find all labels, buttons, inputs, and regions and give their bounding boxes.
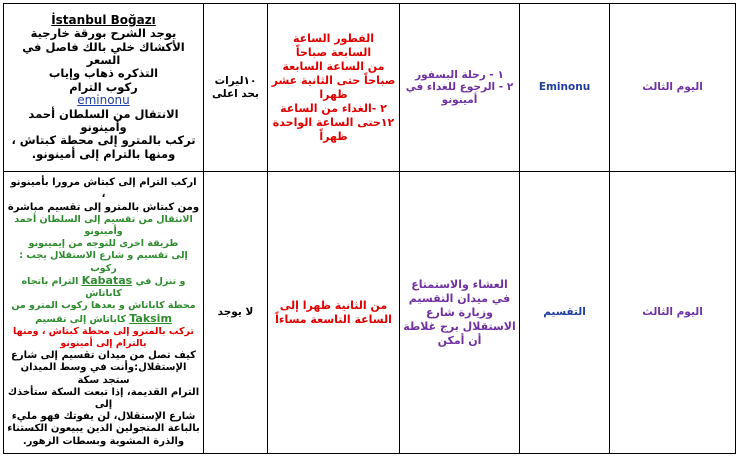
notes-line: الأكشاك خلي بالك فاصل في السعر: [22, 39, 185, 67]
notes-line: تركب بالمترو إلى محطة كبتاش ،: [11, 133, 196, 148]
cost-cell: لا يوجد: [204, 172, 268, 454]
notes-line: [7, 275, 200, 300]
notes-text: و تنزل في: [135, 275, 186, 287]
activities-cell: ١ - رحلة البسفور ٢ - الرجوع للغداء في أمينونو: [400, 4, 520, 172]
day-cell: اليوم الثالث: [610, 172, 736, 454]
notes-line: ركوب الترام: [69, 79, 138, 94]
activities-cell: العشاء والاستمتاع في ميدان التقسيم وزيارة شارع الاستقلال برج غلاطة أن أمكن: [400, 172, 520, 454]
notes-line: الانتقال من السلطان أحمد وأمينونو: [28, 106, 179, 135]
notes-line: الانتقال من تقسيم إلى السلطان أحمد وأمينونو: [14, 213, 193, 238]
station-taksim: Taksim: [129, 311, 172, 325]
area-cell: Eminonu: [520, 4, 610, 172]
notes-line: والذرة المشوية وبسطات الزهور.: [22, 435, 185, 447]
notes-text: الترام باتجاه كاباتاش: [21, 275, 122, 300]
notes-line: تركب بالمترو إلى محطة كبتاش ، ومنها بالترام إلى أمينونو: [13, 325, 194, 349]
itinerary-table: [3, 3, 736, 454]
table-row: [4, 4, 736, 172]
notes-line: [7, 313, 200, 326]
notes-line: ومنها بالترام إلى أمينونو.: [31, 146, 176, 161]
notes-line: بالباعة المتجولين الذين يبيعون الكستناء: [7, 423, 200, 435]
area-cell: التقسيم: [520, 172, 610, 454]
time-cell: الفطور الساعة السابعة صباحاً من الساعة السابعة صباحاً حتى الثانية عشر ظهرا ٢ -الغداء من الساعة ١٢حتى الساعة الواحدة ظهراً: [268, 4, 400, 172]
notes-line: طريقة اخرى للتوجه من إيمينونو: [28, 238, 179, 250]
notes-text: كاباتاش إلى تقسيم: [35, 313, 126, 325]
notes-title: İstanbul Boğazı: [51, 12, 156, 27]
notes-cell: [4, 4, 204, 172]
time-cell: من الثانية ظهرا إلى الساعة التاسعة مساءاً: [268, 172, 400, 454]
table-row: [4, 172, 736, 454]
notes-cell: [4, 172, 204, 454]
notes-line: الترام القديمة، إذا تبعت السكة ستأخذك إلى: [7, 386, 200, 410]
notes-subtitle: eminonu: [77, 93, 130, 108]
notes-line: يوجد الشرح بورقة خارجية: [30, 26, 177, 41]
notes-line: الإستقلال:وأنت في وسط الميدان ستجد سكة: [20, 362, 187, 386]
notes-line: شارع الإستقلال، لن يفوتك فهو مليء: [11, 411, 196, 423]
notes-line: محطة كاباتاش و بعدها ركوب المترو من: [11, 300, 196, 312]
day-cell: اليوم الثالث: [610, 4, 736, 172]
station-kabatas: Kabatas: [81, 273, 133, 287]
notes-line: كيف تصل من ميدان تقسيم إلى شارع: [11, 350, 196, 362]
cost-cell: ١٠ليرات بحد اعلى: [204, 4, 268, 172]
notes-line: التذكره ذهاب وإياب: [48, 66, 159, 81]
notes-line: ومن كبتاش بالمترو إلى تقسيم مباشرة: [7, 201, 200, 213]
notes-line: إلى تقسيم و شارع الاستقلال يجب : ركوب: [19, 250, 188, 274]
notes-line: اركب الترام إلى كبتاش مرورا بأمينونو ،: [10, 177, 197, 201]
